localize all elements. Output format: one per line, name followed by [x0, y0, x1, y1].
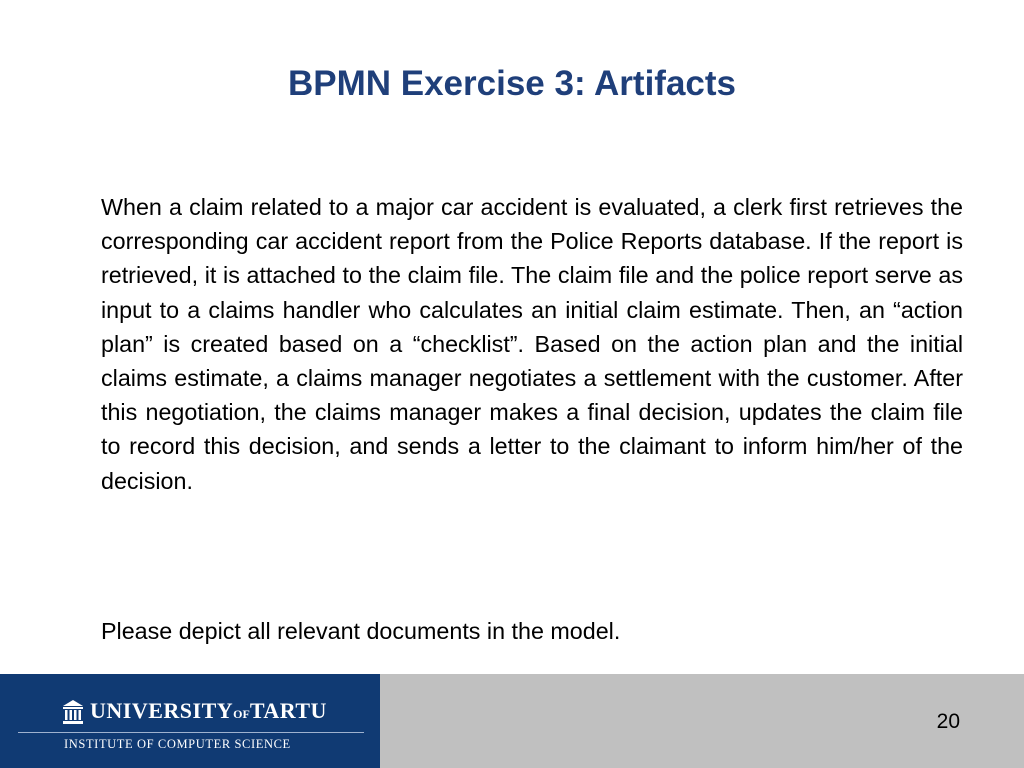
university-name-part1: UNIVERSITY — [90, 698, 234, 723]
slide-title: BPMN Exercise 3: Artifacts — [287, 64, 737, 103]
institute-name: INSTITUTE OF COMPUTER SCIENCE — [64, 737, 291, 751]
footer-gray-band — [380, 674, 1024, 768]
university-name — [90, 698, 327, 727]
page-number: 20 — [936, 710, 960, 733]
university-name-part2: TARTU — [249, 698, 327, 723]
exercise-description: When a claim related to a major car accident is evaluated, a clerk first retrieves the corresponding car accident report from the Police Reports database. If the report is retrieved, it is attached to the claim file. The claim file and the police report serve as input to a claims handler who calculates an initial claim estimate. Then, an “action plan” is created based on a “checklist”. Based on the action plan and the initial claims estimate, a claims manager negotiates a settlement with the customer. After this negotiation, the claims manager makes a final decision, updates the claim file to record this decision, and sends a letter to the claimant to inform him/her of the decision. — [101, 194, 963, 494]
university-logo-panel — [0, 674, 380, 768]
university-name-of: OF — [233, 707, 250, 721]
logo-divider — [18, 732, 364, 733]
exercise-instruction: Please depict all relevant documents in the model. — [101, 618, 621, 644]
university-building-icon — [62, 699, 84, 725]
slide-footer — [0, 674, 1024, 768]
